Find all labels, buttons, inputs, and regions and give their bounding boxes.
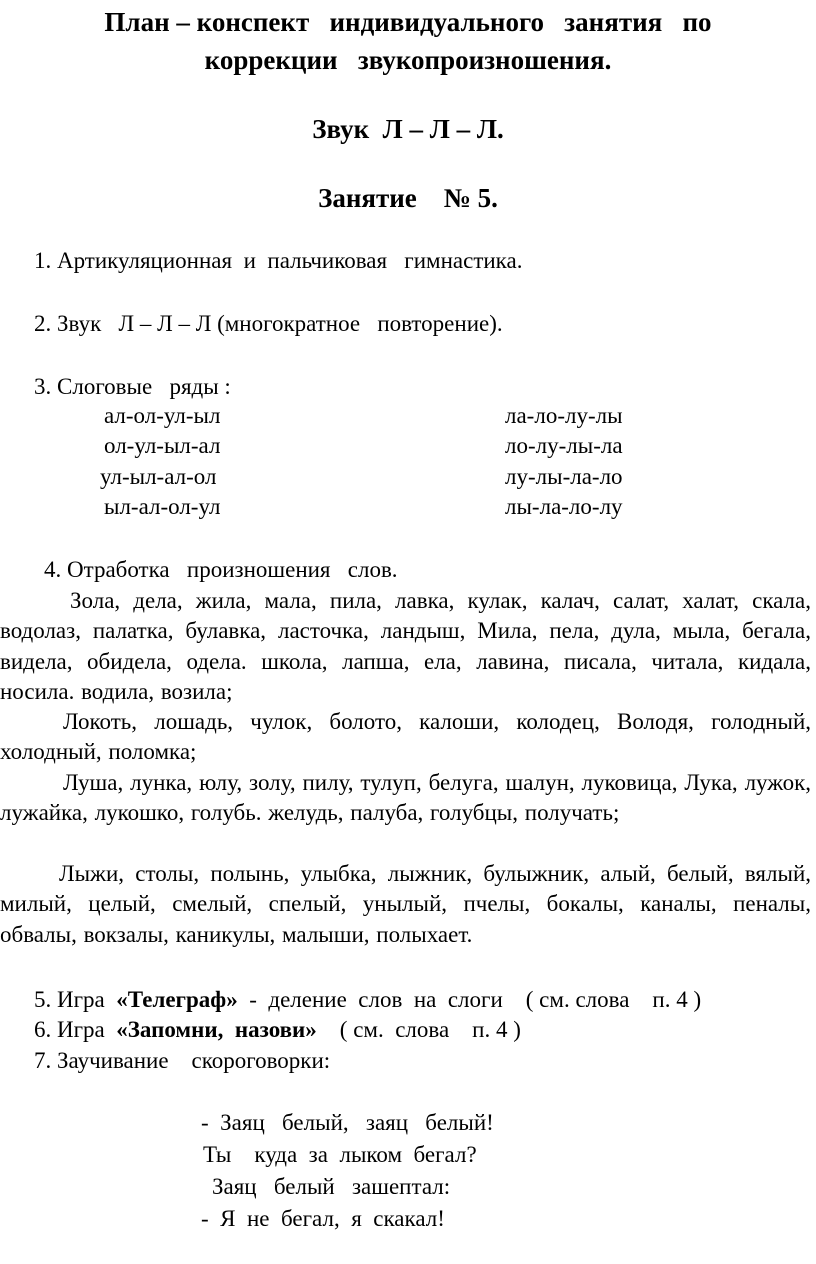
- syllable-right-3: лу-лы-ла-ло: [505, 464, 623, 489]
- words-paragraph-3: Луша, лунка, юлу, золу, пилу, тулуп, белуга, шалун, луковица, Лука, лужок, лужайка, лукошко, голубь. желудь, палуба, голубцы, получать;: [0, 770, 811, 826]
- syllable-left-3: ул-ыл-ал-ол: [100, 464, 217, 489]
- syllable-left-2: ол-ул-ыл-ал: [104, 433, 221, 458]
- sound-title: Звук Л – Л – Л.: [312, 114, 504, 144]
- item-5-rest: - деление слов на слоги ( см. слова п. 4 ): [249, 987, 702, 1012]
- words-paragraph-4: Лыжи, столы, полынь, улыбка, лыжник, булыжник, алый, белый, вялый, милый, целый, смелый, спелый, унылый, пчелы, бокалы, каналы, пеналы, обвалы, вокзалы, каникулы, малыши, полыхает.: [0, 861, 811, 947]
- words-paragraph-2: Локоть, лошадь, чулок, болото, калоши, колодец, Володя, голодный, холодный, поломка;: [0, 709, 811, 765]
- item-3: 3. Слоговые ряды :: [34, 374, 231, 399]
- lesson-title: Занятие № 5.: [318, 183, 498, 213]
- item-5: [34, 985, 701, 1015]
- words-paragraph-1: Зола, дела, жила, мала, пила, лавка, кулак, калач, салат, халат, скала, водолаз, палатка, булавка, ласточка, ландыш, Мила, пела, дула, мыла, бегала, видела, обидела, одела. школа, лапша, ела, лавина, писала, читала, кидала, носила. водила, возила;: [0, 588, 811, 704]
- syllable-right-4: лы-ла-ло-лу: [505, 494, 623, 519]
- game-telegraph-name: «Телеграф»: [116, 987, 238, 1012]
- tongue-twister-line-1: - Заяц белый, заяц белый!: [201, 1110, 494, 1135]
- item-6: [34, 1015, 521, 1045]
- item-4: 4. Отработка произношения слов.: [44, 557, 398, 582]
- syllable-left-4: ыл-ал-ол-ул: [104, 494, 221, 519]
- document-title-line-1: План – конспект индивидуального занятия по: [104, 7, 712, 37]
- item-2: 2. Звук Л – Л – Л (многократное повторение).: [34, 311, 503, 336]
- tongue-twister-line-3: Заяц белый зашептал:: [212, 1174, 451, 1199]
- syllable-right-1: ла-ло-лу-лы: [505, 403, 623, 428]
- syllable-right-2: ло-лу-лы-ла: [505, 433, 623, 458]
- tongue-twister-line-4: - Я не бегал, я скакал!: [201, 1206, 445, 1231]
- item-6-rest: ( см. слова п. 4 ): [339, 1017, 521, 1042]
- document-title-line-2: коррекции звукопроизношения.: [204, 45, 612, 75]
- game-remember-name: «Запомни, назови»: [116, 1017, 317, 1042]
- item-5-prefix: 5. Игра: [34, 987, 105, 1012]
- syllable-left-1: ал-ол-ул-ыл: [104, 403, 221, 428]
- item-7: 7. Заучивание скороговорки:: [34, 1048, 331, 1073]
- item-6-prefix: 6. Игра: [34, 1017, 105, 1042]
- tongue-twister-line-2: Ты куда за лыком бегал?: [203, 1142, 477, 1167]
- item-1: 1. Артикуляционная и пальчиковая гимнастика.: [34, 248, 523, 273]
